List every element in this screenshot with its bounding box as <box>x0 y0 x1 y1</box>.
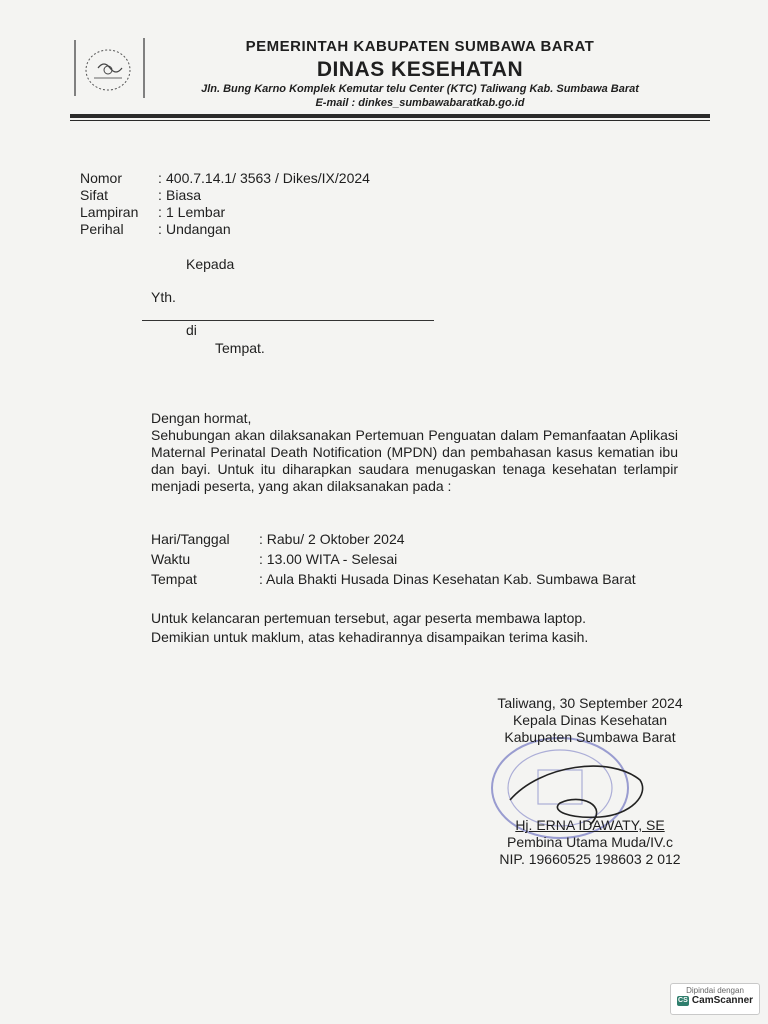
letterhead-rule-thin <box>70 120 710 121</box>
lampiran-label: Lampiran <box>80 204 139 220</box>
time-value: : 13.00 WITA - Selesai <box>259 551 398 567</box>
nomor-label: Nomor <box>80 170 123 186</box>
meta-row-perihal <box>80 221 370 238</box>
agency-email: E-mail : dinkes_sumbawabaratkab.go.id <box>315 97 525 109</box>
lampiran-value: 1 Lembar <box>166 204 226 220</box>
day-value: : Rabu/ 2 Oktober 2024 <box>259 531 405 547</box>
agency-name: DINAS KESEHATAN <box>316 58 524 81</box>
signatory-rank: Pembina Utama Muda/IV.c <box>506 834 673 850</box>
signature-block <box>470 695 710 746</box>
camscanner-icon: CS <box>678 996 688 1004</box>
letterhead-rule-thick <box>70 114 710 118</box>
colon: : <box>158 204 162 220</box>
letter-meta <box>80 170 370 238</box>
meta-row-sifat <box>80 187 370 204</box>
recipient-tempat: Tempat. <box>215 340 265 356</box>
recipient-kepada: Kepada <box>186 256 235 272</box>
colon: : <box>158 170 162 186</box>
camscanner-badge <box>670 983 760 1015</box>
closing-line-2: Demikian untuk maklum, atas kehadirannya disampaikan terima kasih. <box>151 629 589 645</box>
sifat-label: Sifat <box>80 187 109 203</box>
signatory <box>470 817 710 868</box>
nomor-value: 400.7.14.1/ 3563 / Dikes/IX/2024 <box>166 170 370 186</box>
closing <box>151 609 691 647</box>
meta-row-nomor <box>80 170 370 187</box>
body-paragraph: Sehubungan akan dilaksanakan Pertemuan Penguatan dalam Pemanfaatan Aplikasi Maternal Perinatal Death Notification (MPDN) dan pembahasan kasus kematian ibu dan bayi. Untuk itu diharapkan saudara menugaskan tenaga kesehatan terlampir menjadi peserta, yang akan dilaksanakan pada : <box>151 427 678 494</box>
greeting: Dengan hormat, <box>151 410 252 426</box>
time-label: Waktu <box>151 551 191 567</box>
signature-place-date: Taliwang, 30 September 2024 <box>497 695 683 711</box>
government-name: PEMERINTAH KABUPATEN SUMBAWA BARAT <box>245 38 595 55</box>
event-schedule <box>151 529 636 589</box>
signatory-nip: NIP. 19660525 198603 2 012 <box>499 851 681 867</box>
recipient-di: di <box>186 322 197 338</box>
sifat-value: Biasa <box>166 187 202 203</box>
scanner-brand <box>671 995 759 1006</box>
meta-row-lampiran <box>80 204 370 221</box>
signature-title-1: Kepala Dinas Kesehatan <box>512 712 668 728</box>
agency-address: Jln. Bung Karno Komplek Kemutar telu Center (KTC) Taliwang Kab. Sumbawa Barat <box>201 83 639 95</box>
schedule-row-time <box>151 549 636 569</box>
signatory-name: Hj. ERNA IDAWATY, SE <box>515 817 665 833</box>
recipient-blank-line <box>142 320 434 321</box>
regency-logo-icon <box>74 38 146 100</box>
schedule-row-day <box>151 529 636 549</box>
perihal-value: Undangan <box>166 221 231 237</box>
perihal-label: Perihal <box>80 221 124 237</box>
colon: : <box>158 187 162 203</box>
day-label: Hari/Tanggal <box>151 531 230 547</box>
colon: : <box>158 221 162 237</box>
letter-body <box>151 410 678 495</box>
place-value: : Aula Bhakti Husada Dinas Kesehatan Kab. Sumbawa Barat <box>259 571 636 587</box>
place-label: Tempat <box>151 571 197 587</box>
scanner-caption: Dipindai dengan <box>686 986 744 995</box>
signature-title-2: Kabupaten Sumbawa Barat <box>504 729 676 745</box>
schedule-row-place <box>151 569 636 589</box>
recipient-yth: Yth. <box>151 289 176 305</box>
closing-line-1: Untuk kelancaran pertemuan tersebut, agar peserta membawa laptop. <box>151 610 587 626</box>
scanner-brand-label: CamScanner <box>691 995 754 1006</box>
